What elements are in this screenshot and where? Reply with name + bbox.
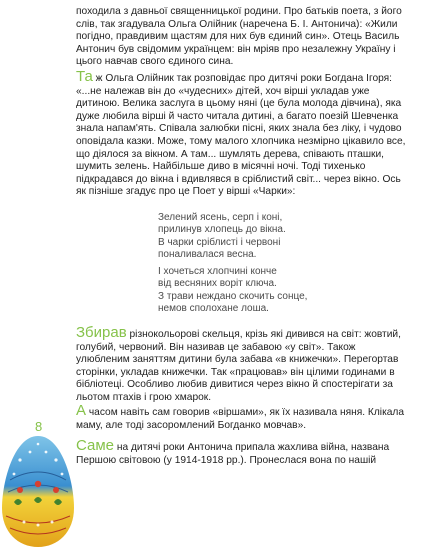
poem-line: З трави нежданo скочить сонце, [158,290,308,302]
poem-line: прилинув хлопець до вікна. [158,224,286,236]
paragraph-1-text: походила з давньої священницької родини. Про батьків поета, з його слів, так згадувала Ольга Олійник (наречена Б. І. Антонича): «Жили погідно, правдивим щастям для них був єдиний син». Отець Василь Антонич був свідомим українцем: він мріяв про незалежну Україну і цього навчав свого єдиного сина. [76,6,402,68]
paragraph-3 [76,324,406,405]
page-number: 8 [35,419,43,434]
paragraph-4 [76,402,406,432]
poem-stanza-1 [158,212,398,262]
pysanka-icon [0,430,76,547]
paragraph-3-lead: Збирав [76,324,127,341]
paragraph-5-text: на дитячі роки Антонича припала жахлива війна, названа Першою світовою (у 1914-1918 рр.). Пронеслася вона по нашій [76,442,390,466]
paragraph-2-lead: Та [76,68,93,85]
poem-line: Зелений ясень, серп і коні, [158,212,283,223]
paragraph-4-lead: А [76,402,87,419]
paragraph-5-lead: Саме [76,437,114,454]
poem-line: В чарки сріблисті і червоні [158,236,281,248]
paragraph-4-text: часом навіть сам говорив «віршами», як їх називала няня. Клікала маму, але тоді засоромлений Богданко мовчав». [76,407,405,431]
paragraph-5 [76,437,406,467]
poem-line: від весняних воріт ключа. [158,278,277,290]
paragraph-3-text: різнокольорові скельця, крізь які дивився на світ: жовтий, голубий, червоний. Він називав це забавою «у світ». Також улюбленим заняттям дитини була забава «в книжечки». Перегортав сторінки, укладав книжечки. Так «працював» він цілими годинами в бібліотеці. Особливо любив дивитися через вікно й спостерігати за льотом птахів і грою хмарок. [76,329,401,403]
paragraph-1 [76,6,406,69]
poem-line: поналивалася весна. [158,249,257,261]
poem-line: І хочеться хлопчині конче [158,266,277,277]
poem-stanza-2 [158,266,398,316]
paragraph-2 [76,68,406,199]
poem-line: немов сполохане лоша. [158,303,269,315]
paragraph-2-text: ж Ольга Олійник так розповідає про дитячі роки Богдана Ігоря: «...не належав він до «чудесних» дітей, хоч вірші укладав уже дитиною. Велика заслуга в цьому няні (це була молода дівчина), яка дуже любила вірші й часто читала дитині, а багато поезій Шевченка знала напам'ять. Співала залюбки пісні, яких знала без ліку, і чудово оповідала казки. Може, тому малого хлопчика незмірно цікавило все, що діялося за вікном. А там... шумлять дерева, співають пташки, шумить зелень. Найбільше диво в місячні ночі. Тоді тихенько підкрадався до вікна і вдивлявся в сріблистий світ... через вікно. Ось як пізніше згадує про це Поет у вірші «Чарки»: [76,73,406,198]
